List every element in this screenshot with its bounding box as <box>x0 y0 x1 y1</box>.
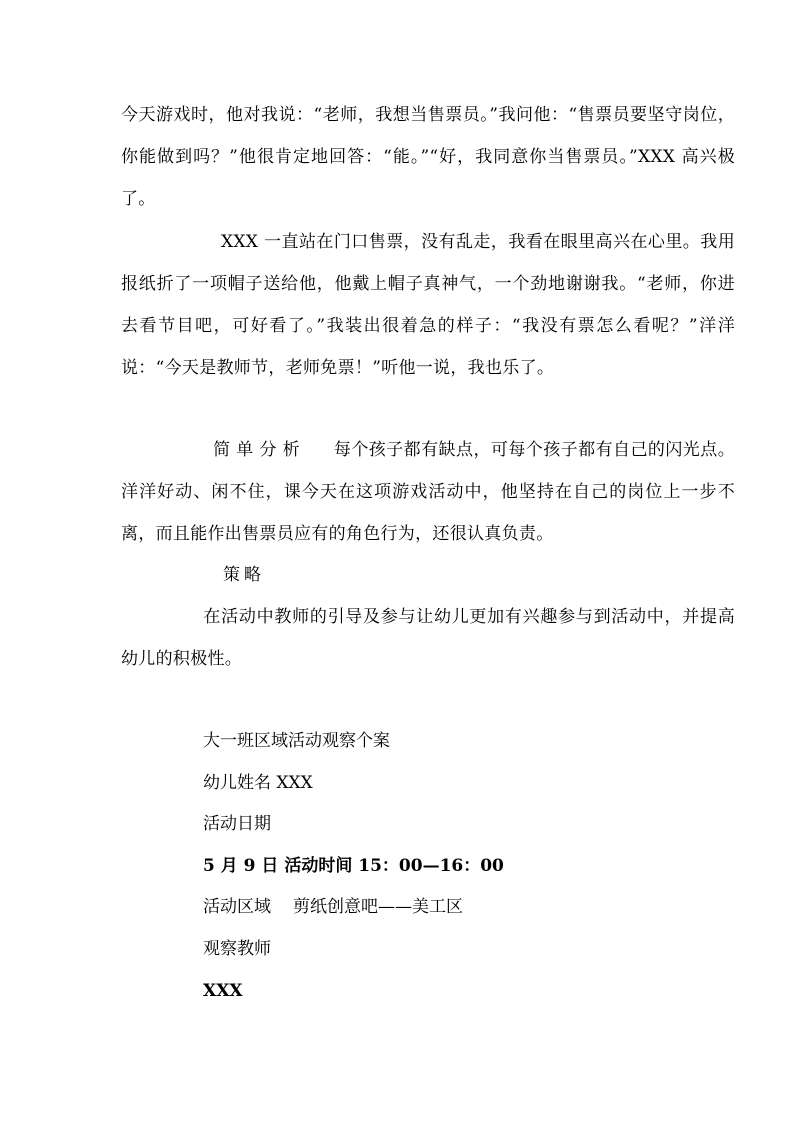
child-name: 幼儿姓名 XXX <box>203 773 313 793</box>
analysis-text: 每个孩子都有缺点，可每个孩子都有自己的闪光点。洋洋好动、闲不住，课今天在这项游戏活动中，他坚持在自己的岗位上一步不离，而且能作出售票员应有的角色行为，还很认真负责。 <box>121 440 735 544</box>
date-time: 5 月 9 日 活动时间 15：00—16：00 <box>203 856 504 876</box>
analysis-label: 简单分析 <box>213 440 306 460</box>
paragraph-story-start <box>121 94 735 220</box>
record-title: 大一班区域活动观察个案 <box>203 731 390 751</box>
paragraph-story-continued <box>121 221 735 389</box>
area-value: 剪纸创意吧——美工区 <box>293 897 463 917</box>
strategy-text: 在活动中教师的引导及参与让幼儿更加有兴趣参与到活动中，并提高幼儿的积极性。 <box>121 607 735 669</box>
activity-area <box>203 886 463 928</box>
teacher-label: 观察教师 <box>203 939 271 959</box>
teacher-name: XXX <box>203 981 243 1001</box>
paragraph-text: 今天游戏时，他对我说：“老师，我想当售票员。”我问他：“售票员要坚守岗位，你能做到吗？”他很肯定地回答：“能。”“好，我同意你当售票员。”XXX 高兴极了。 <box>121 105 735 209</box>
paragraph-strategy <box>121 596 735 680</box>
paragraph-analysis <box>121 429 735 555</box>
date-label: 活动日期 <box>203 814 271 834</box>
strategy-heading: 策略 <box>223 565 265 585</box>
area-label: 活动区域 <box>203 897 271 917</box>
paragraph-text: XXX 一直站在门口售票，没有乱走，我看在眼里高兴在心里。我用报纸折了一项帽子送给他，他戴上帽子真神气，一个劲地谢谢我。“老师，你进去看节目吧，可好看了。”我装出很着急的样子：“我没有票怎么看呢？”洋洋说：“今天是教师节，老师免票！”听他一说，我也乐了。 <box>121 232 735 378</box>
